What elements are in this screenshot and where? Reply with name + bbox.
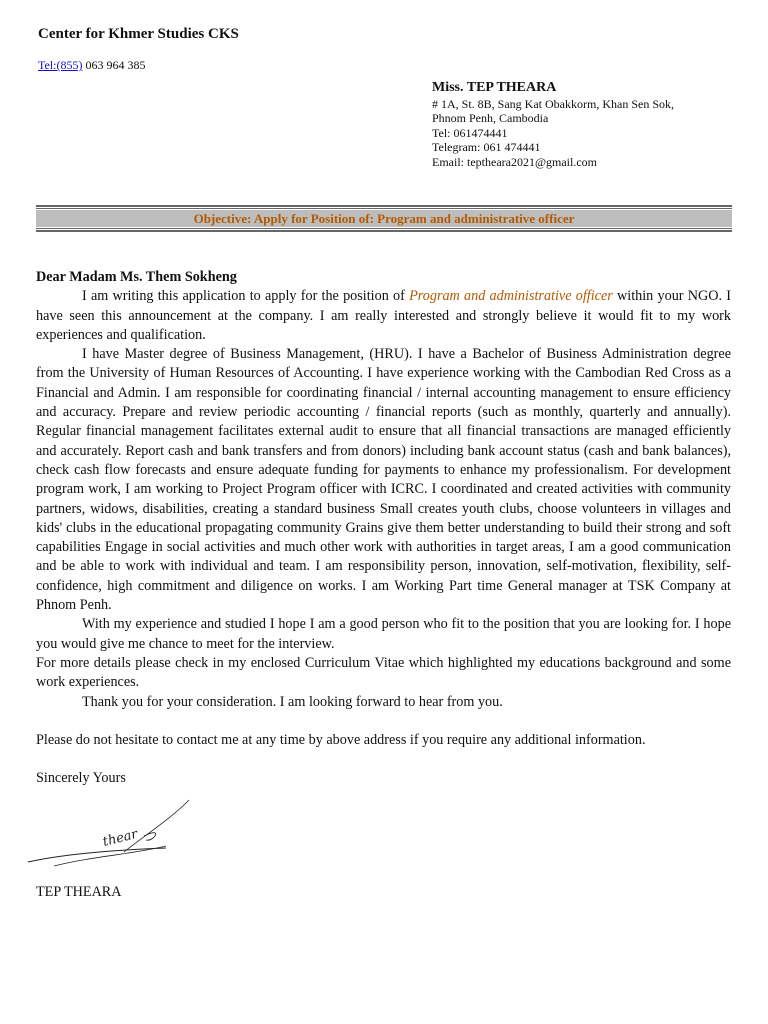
objective-text: Objective: Apply for Position of: Program and administrative officer bbox=[36, 210, 732, 227]
paragraph-contact: Please do not hesitate to contact me at any time by above address if you require any additional information. bbox=[36, 731, 646, 748]
sender-block bbox=[432, 81, 674, 169]
intro-text-before: I am writing this application to apply for the position of bbox=[82, 288, 410, 305]
organization-phone bbox=[38, 58, 145, 73]
signature-script: thear bbox=[101, 826, 140, 850]
paragraph-details: For more details please check in my enclosed Curriculum Vitae which highlighted my educations background and some work experiences. bbox=[36, 654, 731, 691]
spacer bbox=[36, 712, 731, 731]
letter-body bbox=[36, 268, 731, 788]
paragraph-thanks: Thank you for your consideration. I am looking forward to hear from you. bbox=[82, 693, 503, 710]
salutation: Dear Madam Ms. Them Sokheng bbox=[36, 269, 237, 285]
sender-email: Email: teptheara2021@gmail.com bbox=[432, 154, 597, 169]
handwritten-signature bbox=[24, 796, 194, 868]
phone-number: 063 964 385 bbox=[82, 58, 146, 72]
sender-name: Miss. TEP THEARA bbox=[432, 80, 557, 95]
signature-name: TEP THEARA bbox=[36, 884, 122, 900]
rule-line bbox=[36, 208, 732, 209]
sender-address-line-1: # 1A, St. 8B, Sang Kat Obakkorm, Khan Sen Sok, bbox=[432, 96, 674, 111]
sender-address-line-2: Phnom Penh, Cambodia bbox=[432, 111, 549, 125]
paragraph-experience: I have Master degree of Business Management, (HRU). I have a Bachelor of Business Administration degree from the University of Human Resources of Accounting. I have experience working with the Cambodian Red Cross as a Financial and Admin. I am responsible for coordinating financial / internal accounting management to ensure efficiency and accuracy. Prepare and review periodic accounting / financial reports (such as monthly, quarterly and annually). Regular financial management facilitates external audit to ensure that all financial transactions are managed efficiently and accurately. Report cash and bank transfers and from donors) including bank account status (cash and bank balances), check cash flow forecasts and ensure adequate funding for payments to enhance my professionalism. For development program work, I am working to Project Program officer with ICRC. I coordinated and created activities with community partners, widows, disabilities, creating a standard business Small creates youth clubs, choose volunteers in villages and kids' clubs in the educational propagating community Grains give them better understanding to build their strong and soft capabilities Engage in social activities and much other work with authorities in target areas, I am a good communication and be able to work with individual and team. I am responsibility person, innovation, self-motivation, flexibility, self-confidence, high commitment and diligence on works. I am Working Part time General manager at TSK Company at Phnom Penh. bbox=[36, 346, 731, 614]
rule-line bbox=[36, 228, 732, 229]
paragraph-hope: With my experience and studied I hope I am a good person who fit to the position that you are looking for. I hope you would give me chance to meet for the interview. bbox=[36, 616, 731, 652]
paragraph-intro bbox=[36, 287, 731, 345]
phone-link[interactable]: Tel:(855) bbox=[38, 58, 83, 72]
sender-tel: Tel: 061474441 bbox=[432, 125, 508, 140]
spacer bbox=[36, 750, 731, 769]
sender-telegram: Telegram: 061 474441 bbox=[432, 140, 541, 154]
intro-text-after: within your NGO. I have seen this announcement at the company. I am really interested and strongly believe it would fit to my work experiences and qualification. bbox=[36, 288, 731, 343]
closing: Sincerely Yours bbox=[36, 770, 126, 787]
position-title: Program and administrative officer bbox=[409, 288, 613, 305]
rule-line bbox=[36, 230, 732, 232]
rule-line bbox=[36, 205, 732, 207]
objective-banner bbox=[36, 205, 732, 233]
organization-name: Center for Khmer Studies CKS bbox=[38, 26, 239, 42]
